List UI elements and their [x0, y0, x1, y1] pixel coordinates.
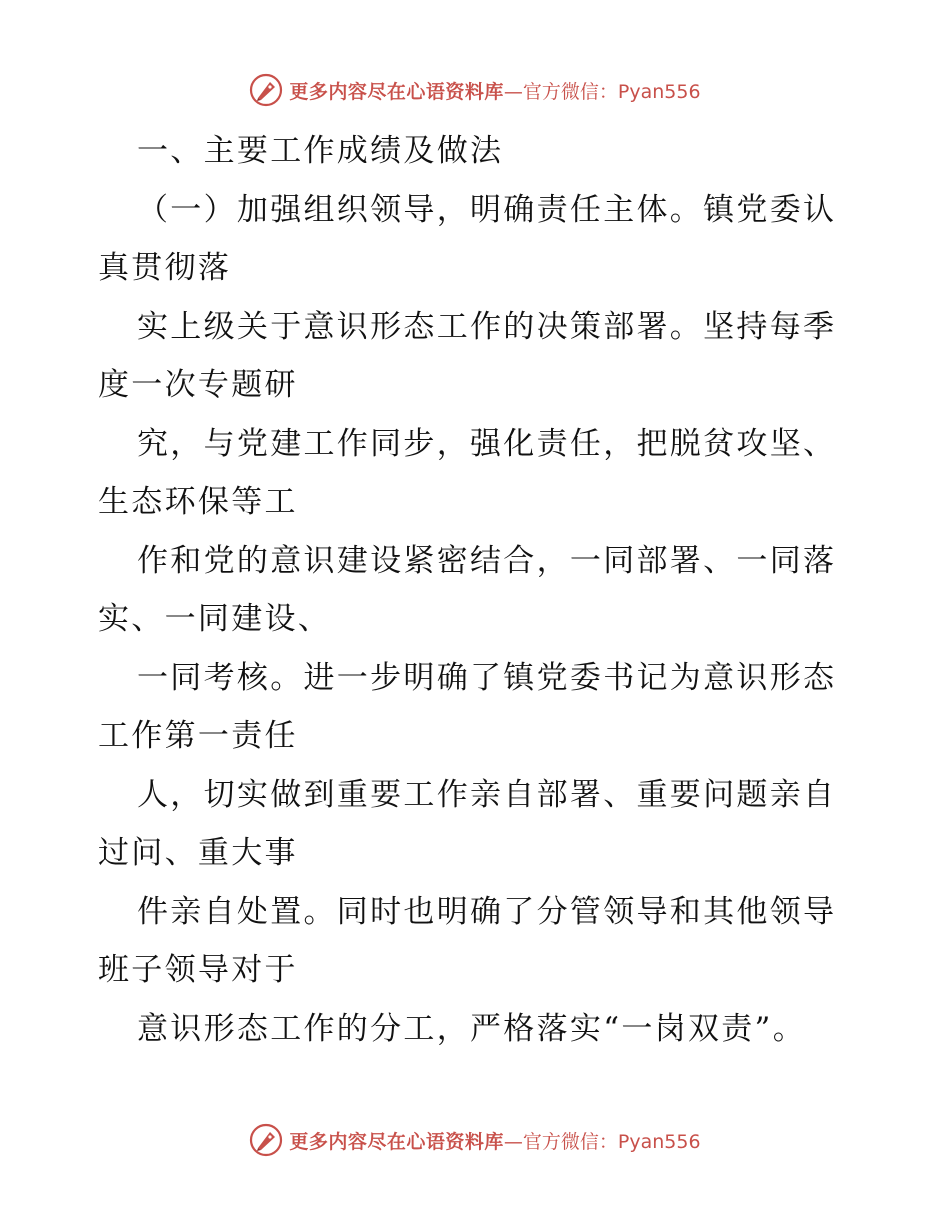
header-watermark [0, 70, 950, 110]
body-line: 一、主要工作成绩及做法 [137, 133, 504, 169]
body-line: 班子领导对于 [98, 952, 298, 988]
body-line: 实、一同建设、 [98, 601, 332, 637]
document-body [98, 122, 853, 1058]
body-line: 工作第一责任 [98, 718, 298, 754]
body-line: （一）加强组织领导，明确责任主体。镇党委认 [137, 191, 837, 228]
body-line: 意识形态工作的分工，严格落实“一岗双责”。 [137, 1010, 806, 1047]
body-line: 真贯彻落 [98, 250, 232, 286]
body-line: 人，切实做到重要工作亲自部署、重要问题亲自 [137, 776, 837, 813]
watermark-site-text: 更多内容尽在心语资料库 [289, 80, 504, 103]
body-line: 过问、重大事 [98, 835, 298, 871]
body-line: 作和党的意识建设紧密结合，一同部署、一同落 [137, 542, 837, 579]
body-line: 实上级关于意识形态工作的决策部署。坚持每季 [137, 308, 837, 345]
pen-nib-icon [249, 1123, 283, 1157]
body-line: 一同考核。进一步明确了镇党委书记为意识形态 [137, 659, 837, 696]
footer-watermark [0, 1120, 950, 1160]
watermark-wechat-text: —官方微信：Pyan556 [503, 1130, 701, 1153]
body-line: 生态环保等工 [98, 484, 298, 520]
body-line: 度一次专题研 [98, 367, 298, 403]
pen-nib-icon [249, 73, 283, 107]
body-line: 究，与党建工作同步，强化责任，把脱贫攻坚、 [137, 425, 837, 462]
body-line: 件亲自处置。同时也明确了分管领导和其他领导 [137, 893, 837, 930]
watermark-site-text: 更多内容尽在心语资料库 [289, 1130, 504, 1153]
watermark-wechat-text: —官方微信：Pyan556 [503, 80, 701, 103]
